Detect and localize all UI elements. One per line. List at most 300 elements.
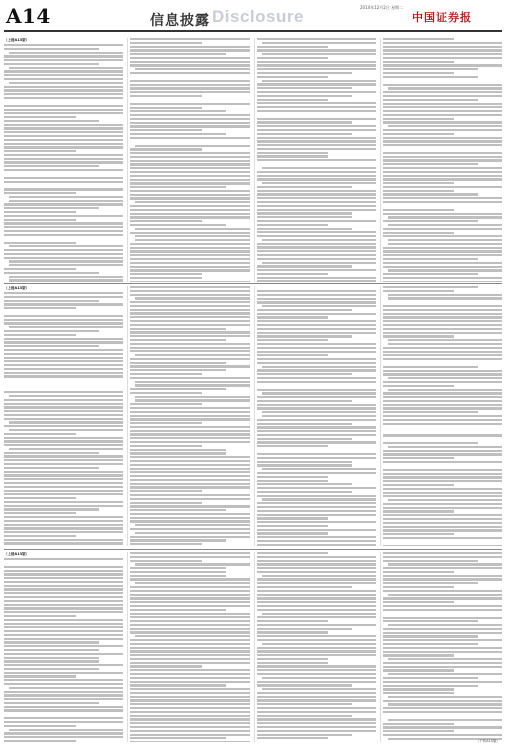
text-line xyxy=(130,110,225,112)
text-line xyxy=(4,463,123,465)
text-line xyxy=(4,120,99,122)
text-line xyxy=(383,156,502,158)
text-line xyxy=(4,736,123,738)
text-line xyxy=(383,370,502,372)
text-line xyxy=(135,384,249,386)
text-line xyxy=(257,316,329,318)
text-line xyxy=(4,303,123,305)
text-line xyxy=(257,64,376,66)
text-line xyxy=(383,266,502,268)
text-line xyxy=(130,277,202,279)
text-line xyxy=(257,620,329,622)
text-line xyxy=(130,42,202,44)
text-line xyxy=(4,490,123,492)
text-line xyxy=(257,125,376,127)
text-line xyxy=(130,673,249,675)
text-line xyxy=(383,639,502,641)
text-line xyxy=(4,139,123,141)
text-line xyxy=(4,535,76,537)
column xyxy=(254,552,376,742)
text-line xyxy=(130,692,249,694)
text-line xyxy=(130,494,249,496)
text-line xyxy=(4,444,123,446)
text-line xyxy=(4,315,123,317)
text-line xyxy=(383,38,455,40)
text-line xyxy=(257,532,329,534)
text-line xyxy=(130,684,225,686)
text-line xyxy=(135,563,249,565)
text-line xyxy=(4,425,123,427)
text-line xyxy=(383,133,455,135)
text-line xyxy=(262,305,376,307)
text-line xyxy=(130,328,225,330)
text-line xyxy=(130,49,249,51)
text-line xyxy=(130,707,249,709)
text-line xyxy=(383,385,455,387)
text-line xyxy=(388,269,502,271)
text-line xyxy=(383,366,478,368)
text-line xyxy=(130,377,249,379)
text-line xyxy=(130,266,249,268)
text-line xyxy=(4,338,123,340)
text-line xyxy=(4,226,123,228)
text-line xyxy=(388,499,502,501)
text-line xyxy=(4,581,123,583)
text-line xyxy=(257,681,376,683)
text-line xyxy=(4,668,99,670)
text-line xyxy=(257,472,376,474)
text-line xyxy=(4,675,76,677)
text-line xyxy=(383,167,502,169)
text-line xyxy=(4,531,123,533)
text-line xyxy=(257,381,376,383)
text-line xyxy=(257,582,376,584)
text-line xyxy=(130,696,249,698)
text-line xyxy=(383,247,502,249)
text-line xyxy=(9,729,123,731)
text-line xyxy=(130,479,249,481)
text-line xyxy=(4,520,123,522)
text-line xyxy=(257,407,376,409)
text-line xyxy=(135,582,249,584)
text-line xyxy=(257,68,376,70)
text-line xyxy=(262,167,376,169)
text-line xyxy=(257,38,376,40)
text-line xyxy=(130,224,225,226)
text-line xyxy=(257,426,376,428)
text-line xyxy=(130,669,249,671)
text-line xyxy=(257,106,376,108)
text-line xyxy=(135,524,249,526)
text-line xyxy=(383,129,502,131)
text-line xyxy=(383,484,455,486)
text-line xyxy=(383,213,502,215)
text-line xyxy=(257,453,376,455)
text-line xyxy=(4,709,123,711)
text-line xyxy=(383,590,502,592)
text-line xyxy=(383,609,502,611)
text-line xyxy=(4,207,99,209)
text-line xyxy=(383,522,502,524)
text-line xyxy=(257,665,376,667)
text-line xyxy=(4,330,99,332)
text-line xyxy=(4,657,99,659)
text-line xyxy=(383,53,502,55)
text-line xyxy=(130,498,249,500)
section-title-en: Disclosure xyxy=(212,7,304,26)
text-line xyxy=(383,313,502,315)
text-line xyxy=(388,377,502,379)
text-line xyxy=(262,392,376,394)
text-line xyxy=(135,235,249,237)
text-line xyxy=(4,478,123,480)
text-line xyxy=(130,258,249,260)
text-line xyxy=(4,604,123,606)
text-line xyxy=(130,163,249,165)
text-line xyxy=(130,254,249,256)
text-line xyxy=(257,605,376,607)
text-line xyxy=(257,228,352,230)
text-line xyxy=(257,624,376,626)
text-line xyxy=(4,345,99,347)
text-line xyxy=(262,53,376,55)
text-line xyxy=(262,262,376,264)
text-line xyxy=(130,262,249,264)
text-line xyxy=(4,127,123,129)
text-line xyxy=(257,491,352,493)
text-line xyxy=(257,133,352,135)
text-line xyxy=(130,415,249,417)
text-line xyxy=(257,118,376,120)
text-line xyxy=(4,234,123,236)
text-line xyxy=(257,639,376,641)
text-line xyxy=(257,560,376,562)
text-line xyxy=(257,377,376,379)
text-line xyxy=(383,332,502,334)
text-line xyxy=(130,148,202,150)
text-line xyxy=(4,539,123,541)
text-line xyxy=(130,528,249,530)
text-line xyxy=(130,631,249,633)
text-line xyxy=(257,445,329,447)
text-line xyxy=(383,586,455,588)
text-line xyxy=(4,732,123,734)
text-line xyxy=(257,400,352,402)
text-line xyxy=(4,455,123,457)
text-line xyxy=(257,654,376,656)
text-line xyxy=(262,498,376,500)
text-line xyxy=(4,399,123,401)
text-line xyxy=(130,197,249,199)
text-line xyxy=(257,243,376,245)
text-line xyxy=(257,737,329,739)
text-line xyxy=(383,632,502,634)
text-line xyxy=(257,480,329,482)
text-line xyxy=(130,232,249,234)
text-line xyxy=(130,456,249,458)
text-line xyxy=(4,97,123,99)
text-line xyxy=(135,297,249,299)
text-line xyxy=(130,437,249,439)
text-line xyxy=(257,46,329,48)
text-line xyxy=(130,722,249,724)
text-line xyxy=(257,190,376,192)
text-line xyxy=(383,320,502,322)
text-line xyxy=(130,167,249,169)
text-line xyxy=(4,219,76,221)
text-line xyxy=(4,268,76,270)
text-line xyxy=(130,422,202,424)
text-line xyxy=(383,305,502,307)
text-line xyxy=(383,434,502,436)
text-line xyxy=(257,250,376,252)
text-line xyxy=(383,533,455,535)
text-line xyxy=(4,418,123,420)
text-line xyxy=(135,201,249,203)
text-line xyxy=(130,483,249,485)
text-line xyxy=(383,461,502,463)
text-line xyxy=(383,347,502,349)
text-line xyxy=(4,626,123,628)
text-line xyxy=(130,520,249,522)
text-line xyxy=(130,605,249,607)
text-line xyxy=(383,473,502,475)
text-line xyxy=(257,734,352,736)
text-line xyxy=(383,526,502,528)
text-line xyxy=(4,353,123,355)
text-line xyxy=(135,396,249,398)
text-line xyxy=(383,258,478,260)
text-line xyxy=(383,316,502,318)
text-line xyxy=(257,95,352,97)
text-line xyxy=(383,106,502,108)
text-line xyxy=(9,196,123,198)
text-line xyxy=(257,351,376,353)
text-line xyxy=(4,89,123,91)
text-line xyxy=(257,540,376,542)
text-line xyxy=(257,396,376,398)
text-line xyxy=(130,475,249,477)
text-line xyxy=(383,507,502,509)
text-line xyxy=(383,140,502,142)
text-line xyxy=(257,692,376,694)
text-line xyxy=(4,577,123,579)
text-line xyxy=(383,328,502,330)
text-line xyxy=(4,721,123,723)
text-line xyxy=(9,421,123,423)
text-line xyxy=(4,570,123,572)
header-rule xyxy=(4,30,502,32)
text-line xyxy=(257,178,376,180)
text-line xyxy=(130,250,249,252)
text-line xyxy=(383,692,455,694)
text-line xyxy=(4,691,123,693)
text-line xyxy=(383,358,502,360)
text-line xyxy=(4,566,123,568)
text-line xyxy=(130,373,202,375)
text-line xyxy=(4,300,99,302)
text-line xyxy=(130,347,249,349)
text-line xyxy=(383,137,502,139)
text-line xyxy=(4,253,123,255)
text-line xyxy=(130,560,202,562)
text-line xyxy=(130,182,249,184)
text-line xyxy=(130,737,225,739)
text-line xyxy=(135,354,249,356)
text-line xyxy=(130,597,249,599)
text-line xyxy=(130,316,249,318)
text-line xyxy=(4,203,123,205)
text-line xyxy=(257,91,376,93)
text-line xyxy=(257,464,352,466)
text-line xyxy=(383,254,502,256)
text-line xyxy=(257,129,376,131)
text-line xyxy=(130,567,225,569)
text-line xyxy=(4,272,99,274)
text-line xyxy=(4,341,123,343)
text-line xyxy=(130,703,249,705)
text-line xyxy=(383,685,478,687)
text-line xyxy=(130,243,249,245)
text-line xyxy=(4,360,123,362)
text-line xyxy=(257,483,352,485)
text-line xyxy=(257,441,376,443)
text-line xyxy=(130,730,249,732)
text-line xyxy=(383,442,478,444)
text-line xyxy=(130,91,249,93)
text-line xyxy=(383,190,455,192)
text-line xyxy=(130,61,249,63)
text-line xyxy=(383,46,502,48)
text-line xyxy=(4,474,123,476)
text-line xyxy=(257,343,376,345)
text-line xyxy=(130,369,225,371)
text-line xyxy=(130,343,249,345)
text-line xyxy=(383,734,502,736)
text-line xyxy=(383,381,502,383)
text-line xyxy=(257,718,376,720)
text-line xyxy=(257,506,376,508)
text-line xyxy=(257,597,376,599)
text-line xyxy=(130,84,249,86)
text-line xyxy=(257,159,376,161)
text-line xyxy=(383,476,502,478)
text-line xyxy=(383,286,478,288)
text-line xyxy=(257,301,376,303)
text-line xyxy=(130,247,249,249)
text-line xyxy=(383,662,502,664)
text-line xyxy=(383,232,455,234)
text-line xyxy=(4,375,123,377)
text-line xyxy=(130,441,249,443)
column xyxy=(127,552,249,742)
text-line xyxy=(4,146,123,148)
text-line xyxy=(4,249,123,251)
text-line xyxy=(388,339,502,341)
text-line xyxy=(257,373,352,375)
text-line xyxy=(257,699,376,701)
text-line xyxy=(383,175,502,177)
text-line xyxy=(4,322,123,324)
text-line xyxy=(257,434,376,436)
text-line xyxy=(257,722,376,724)
text-line xyxy=(4,368,123,370)
text-line xyxy=(130,624,249,626)
text-line xyxy=(388,594,502,596)
text-line xyxy=(257,487,376,489)
text-line xyxy=(4,391,123,393)
text-line xyxy=(257,502,376,504)
text-line xyxy=(257,578,376,580)
text-line xyxy=(4,501,123,503)
text-line xyxy=(4,683,123,685)
text-line xyxy=(257,246,376,248)
text-line xyxy=(257,193,376,195)
text-line xyxy=(383,560,478,562)
text-line xyxy=(262,239,376,241)
text-line xyxy=(4,192,76,194)
text-line xyxy=(383,647,502,649)
text-line xyxy=(4,109,123,111)
text-line xyxy=(130,190,249,192)
text-line xyxy=(257,684,352,686)
text-line xyxy=(257,616,376,618)
text-line xyxy=(257,423,352,425)
text-line xyxy=(130,513,249,515)
text-line xyxy=(130,175,249,177)
text-line xyxy=(257,280,376,282)
text-line xyxy=(257,347,376,349)
text-line xyxy=(257,121,352,123)
text-line xyxy=(388,125,502,127)
text-line xyxy=(257,711,376,713)
text-line xyxy=(4,242,76,244)
row-3 xyxy=(4,552,502,742)
text-line xyxy=(130,654,249,656)
column xyxy=(4,552,123,742)
text-line xyxy=(383,726,502,728)
text-line xyxy=(257,389,376,391)
text-line xyxy=(4,558,123,560)
text-line xyxy=(383,335,455,337)
page-header xyxy=(0,0,506,38)
text-line xyxy=(257,510,376,512)
text-line xyxy=(4,403,123,405)
text-line xyxy=(383,617,502,619)
text-line xyxy=(257,601,376,603)
text-line xyxy=(4,292,123,294)
text-line xyxy=(130,301,249,303)
text-line xyxy=(4,78,123,80)
row-2 xyxy=(4,286,502,546)
text-line xyxy=(257,61,376,63)
text-line xyxy=(383,76,478,78)
text-line xyxy=(4,158,123,160)
text-line xyxy=(135,399,249,401)
text-line xyxy=(130,639,249,641)
text-line xyxy=(130,103,249,105)
text-line xyxy=(4,698,123,700)
text-line xyxy=(4,588,123,590)
text-line xyxy=(257,265,352,267)
text-line xyxy=(388,696,502,698)
text-line xyxy=(388,673,502,675)
text-line xyxy=(383,42,502,44)
text-line xyxy=(262,411,376,413)
text-line xyxy=(4,459,123,461)
text-line xyxy=(383,457,455,459)
text-line xyxy=(257,521,376,523)
